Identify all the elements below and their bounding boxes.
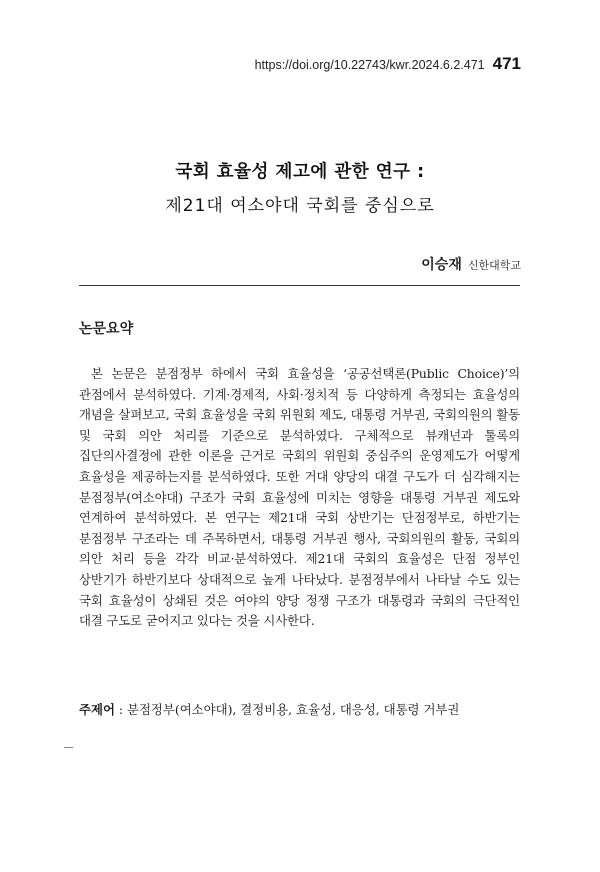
- keywords-label: 주제어: [79, 702, 115, 717]
- abstract-heading: 논문요약: [79, 321, 134, 337]
- keywords-text: 분점정부(여소야대), 결정비용, 효율성, 대응성, 대통령 거부권: [126, 702, 460, 717]
- paper-subtitle: 제21대 여소야대 국회를 중심으로: [165, 196, 435, 216]
- keywords-line: [79, 700, 520, 718]
- horizontal-divider: [79, 285, 520, 286]
- author-line: [421, 254, 521, 274]
- author-affiliation: 신한대학교: [467, 259, 521, 272]
- abstract-body: 본 논문은 분점정부 하에서 국회 효율성을 ‘공공선택론(Public Choice)’의 관점에서 분석하였다. 기계·경제적, 사회·정치적 등 다양하게 측정되는 효율성의 개념을 살펴보고, 국회 효율성을 국회 위원회 제도, 대통령 거부권, 국회의원의 활동 및 국회 의안 처리를 기준으로 분석하였다. 구체적으로 뷰캐넌과 툴록의 집단의사결정에 관한 이론을 근거로 국회의 위원회 중심주의 운영제도가 어떻게 효율성을 제공하는지를 분석하였다. 또한 거대 양당의 대결 구도가 더 심각해지는 분점정부(여소야대) 구조가 국회 효율성에 미치는 영향을 대통령 거부권 제도와 연계하여 분석하였다. 본 연구는 제21대 국회 상반기는 단점정부로, 하반기는 분점정부 구조라는 데 주목하면서, 대통령 거부권 행사, 국회의원의 활동, 국회의 의안 처리 등을 각각 비교·분석하였다. 제21대 국회의 효율성은 단점 정부인 상반기가 하반기보다 상대적으로 높게 나타났다. 분점정부에서 나타날 수도 있는 국회 효율성이 상쇄된 것은 여야의 양당 정쟁 구조가 대통령과 국회의 극단적인 대결 구도로 굳어지고 있다는 것을 시사한다.: [79, 366, 520, 629]
- keywords-separator: :: [114, 702, 127, 717]
- author-name: 이승재: [421, 257, 462, 273]
- page-number: 471: [492, 54, 521, 73]
- page-header: [255, 54, 521, 74]
- footnote-dash: [64, 747, 73, 748]
- title-block: [0, 158, 600, 216]
- paper-title: 국회 효율성 제고에 관한 연구 :: [175, 162, 425, 182]
- doi-link[interactable]: https://doi.org/10.22743/kwr.2024.6.2.471: [254, 58, 485, 72]
